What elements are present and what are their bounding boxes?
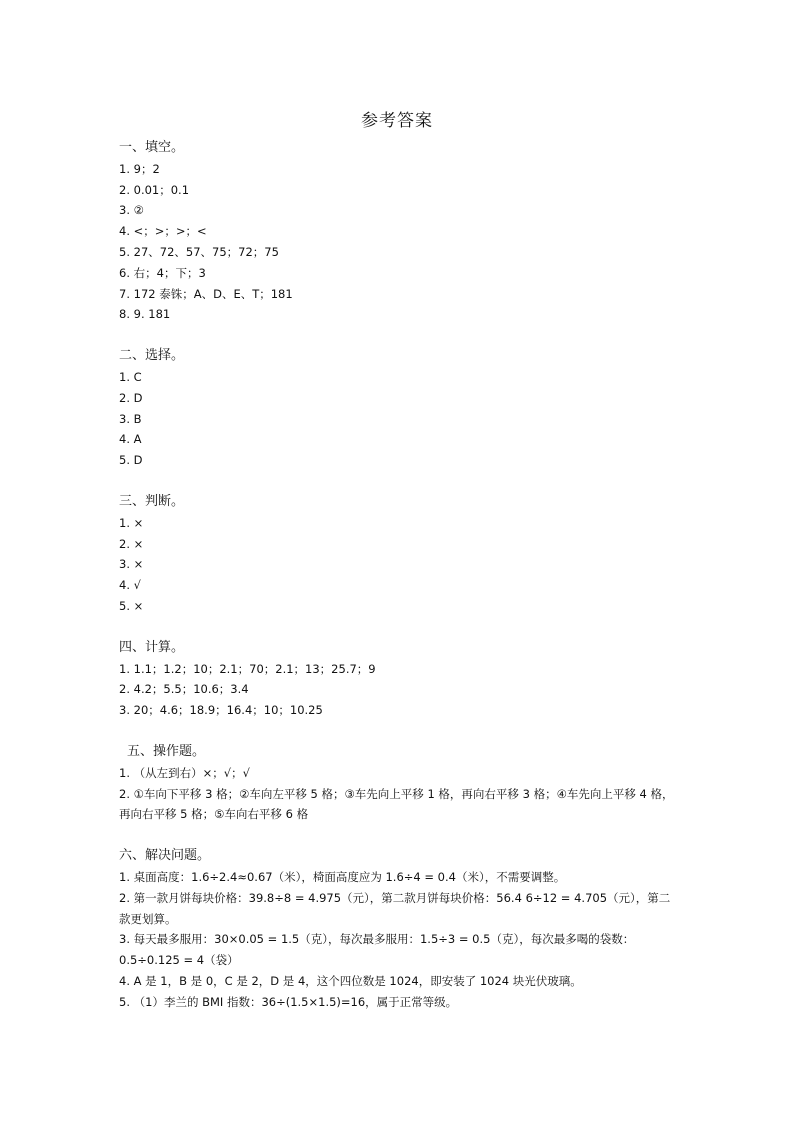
answer-line: 2. D <box>119 390 143 405</box>
answer-line: 6. 右；4；下；3 <box>119 265 206 280</box>
answer-line: 1. × <box>119 515 144 530</box>
answer-line: 4. √ <box>119 578 141 593</box>
section-fill-in <box>119 138 679 325</box>
answer-line: 5. 27、72、57、75；72；75 <box>119 244 279 259</box>
answer-line: 5. D <box>119 453 143 468</box>
answer-line: 1. 1.1；1.2；10；2.1；70；2.1；13；25.7；9 <box>119 661 376 676</box>
section-spacer <box>119 825 679 846</box>
answer-line: 7. 172 泰铢；A、D、E、T；181 <box>119 286 293 301</box>
section-spacer <box>119 617 679 638</box>
answer-line: 2. × <box>119 536 144 551</box>
answer-content <box>119 138 679 1012</box>
section-problem-solving <box>119 846 679 1012</box>
section-heading: 四、计算。 <box>119 639 185 655</box>
answer-line: 4. A 是 1，B 是 0，C 是 2，D 是 4，这个四位数是 1024，即安装了 1024 块光伏玻璃。 <box>119 973 582 988</box>
answer-line: 2. 0.01；0.1 <box>119 182 190 197</box>
answer-line: 3. × <box>119 557 144 572</box>
section-heading: 三、判断。 <box>119 493 185 509</box>
answer-line: 2. ①车向下平移 3 格；②车向左平移 5 格；③车先向上平移 1 格，再向右平移 3 格；④车先向上平移 4 格，再向右平移 5 格；⑤车向右平移 6 格 <box>119 786 674 822</box>
answer-line: 8. 9. 181 <box>119 307 171 322</box>
answer-line: 4. A <box>119 432 142 447</box>
answer-line: 1. C <box>119 369 142 384</box>
answer-line: 1. 9；2 <box>119 161 160 176</box>
section-heading: 五、操作题。 <box>127 743 206 759</box>
section-heading: 二、选择。 <box>119 348 185 364</box>
answer-line: 3. 每天最多服用：30×0.05 = 1.5（克），每次最多服用：1.5÷3 = 0.5（克），每次最多喝的袋数：0.5÷0.125 = 4（袋） <box>119 932 635 968</box>
answer-line: 3. B <box>119 411 142 426</box>
section-spacer <box>119 721 679 742</box>
section-spacer <box>119 325 679 346</box>
section-operation <box>119 742 679 825</box>
answer-line: 1. 桌面高度：1.6÷2.4≈0.67（米），椅面高度应为 1.6÷4 = 0.4（米），不需要调整。 <box>119 869 566 884</box>
page-title: 参考答案 <box>361 111 433 131</box>
section-choice <box>119 346 679 471</box>
section-heading: 六、解决问题。 <box>119 848 211 864</box>
section-calculation <box>119 638 679 721</box>
answer-line: 2. 4.2；5.5；10.6；3.4 <box>119 682 249 697</box>
section-spacer <box>119 471 679 492</box>
section-heading: 一、填空。 <box>119 140 185 155</box>
answer-line: 2. 第一款月饼每块价格：39.8÷8 = 4.975（元），第二款月饼每块价格：56.4 6÷12 = 4.705（元），第二款更划算。 <box>119 890 671 926</box>
answer-line: 5. （1）李兰的 BMI 指数：36÷(1.5×1.5)=16，属于正常等级。 <box>119 994 458 1009</box>
answer-line: 3. ② <box>119 203 144 218</box>
answer-line: 3. 20；4.6；18.9；16.4；10；10.25 <box>119 703 323 718</box>
answer-line: 5. × <box>119 598 144 613</box>
section-judgement <box>119 492 679 617</box>
answer-line: 4. <；>；>；< <box>119 224 207 239</box>
answer-line: 1. （从左到右）×；√；√ <box>119 765 250 780</box>
